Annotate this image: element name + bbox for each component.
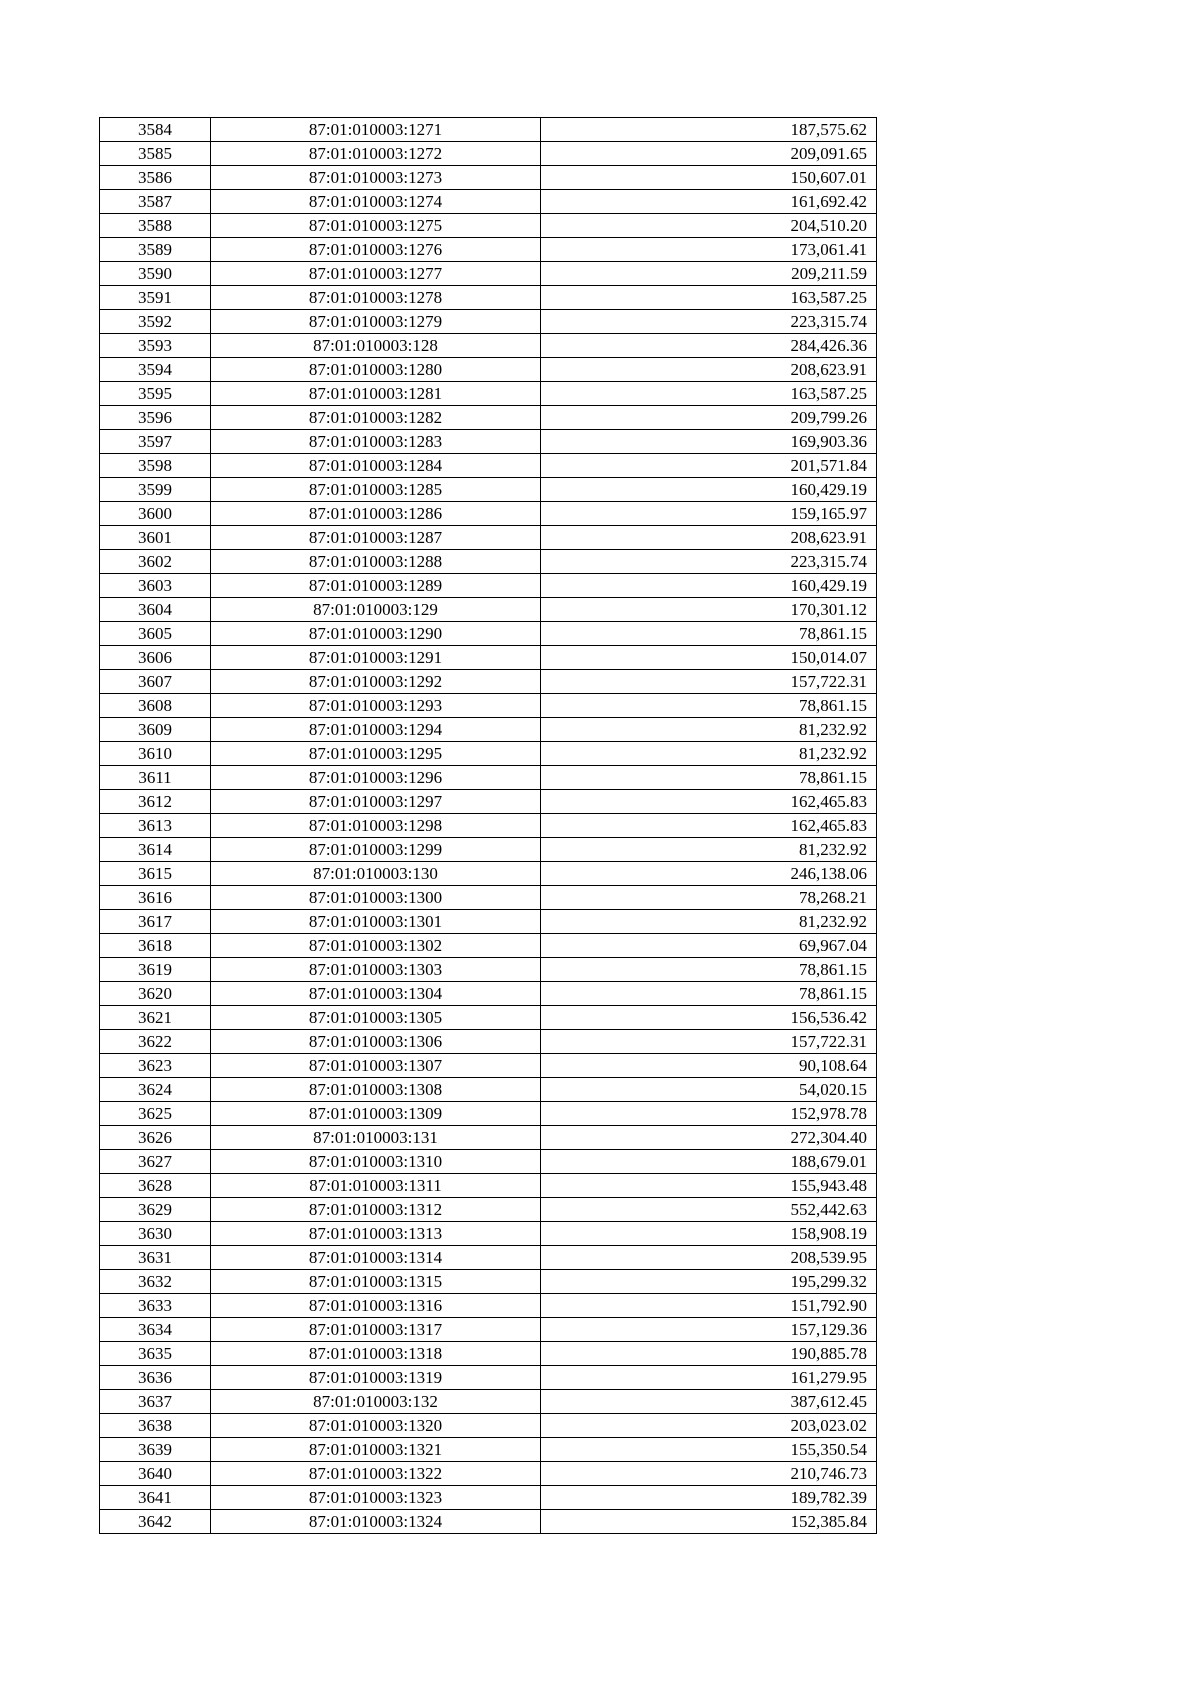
value-cell: 157,129.36 — [541, 1318, 877, 1342]
cadastral-number-cell: 87:01:010003:1286 — [211, 502, 541, 526]
cadastral-number-cell: 87:01:010003:1316 — [211, 1294, 541, 1318]
cadastral-number-cell: 87:01:010003:1290 — [211, 622, 541, 646]
row-number-cell: 3611 — [100, 766, 211, 790]
table-row — [100, 430, 877, 454]
table-row — [100, 238, 877, 262]
cadastral-number-cell: 87:01:010003:1289 — [211, 574, 541, 598]
value-cell: 155,943.48 — [541, 1174, 877, 1198]
value-cell: 158,908.19 — [541, 1222, 877, 1246]
value-cell: 189,782.39 — [541, 1486, 877, 1510]
cadastral-number-cell: 87:01:010003:1283 — [211, 430, 541, 454]
row-number-cell: 3634 — [100, 1318, 211, 1342]
row-number-cell: 3607 — [100, 670, 211, 694]
value-cell: 163,587.25 — [541, 382, 877, 406]
row-number-cell: 3625 — [100, 1102, 211, 1126]
table-row — [100, 1198, 877, 1222]
row-number-cell: 3603 — [100, 574, 211, 598]
row-number-cell: 3622 — [100, 1030, 211, 1054]
table-row — [100, 118, 877, 142]
row-number-cell: 3601 — [100, 526, 211, 550]
row-number-cell: 3606 — [100, 646, 211, 670]
value-cell: 160,429.19 — [541, 478, 877, 502]
value-cell: 78,861.15 — [541, 694, 877, 718]
row-number-cell: 3620 — [100, 982, 211, 1006]
row-number-cell: 3637 — [100, 1390, 211, 1414]
table-row — [100, 886, 877, 910]
cadastral-number-cell: 87:01:010003:1282 — [211, 406, 541, 430]
value-cell: 208,539.95 — [541, 1246, 877, 1270]
row-number-cell: 3586 — [100, 166, 211, 190]
row-number-cell: 3639 — [100, 1438, 211, 1462]
cadastral-number-cell: 87:01:010003:1300 — [211, 886, 541, 910]
value-cell: 209,091.65 — [541, 142, 877, 166]
row-number-cell: 3590 — [100, 262, 211, 286]
row-number-cell: 3612 — [100, 790, 211, 814]
cadastral-number-cell: 87:01:010003:1288 — [211, 550, 541, 574]
value-cell: 163,587.25 — [541, 286, 877, 310]
table-row — [100, 1054, 877, 1078]
value-cell: 188,679.01 — [541, 1150, 877, 1174]
value-cell: 223,315.74 — [541, 310, 877, 334]
table-row — [100, 1174, 877, 1198]
table-row — [100, 1462, 877, 1486]
row-number-cell: 3609 — [100, 718, 211, 742]
table-row — [100, 478, 877, 502]
row-number-cell: 3593 — [100, 334, 211, 358]
table-row — [100, 358, 877, 382]
row-number-cell: 3604 — [100, 598, 211, 622]
value-cell: 78,861.15 — [541, 958, 877, 982]
table-row — [100, 574, 877, 598]
table-row — [100, 142, 877, 166]
value-cell: 152,978.78 — [541, 1102, 877, 1126]
table-row — [100, 1222, 877, 1246]
value-cell: 552,442.63 — [541, 1198, 877, 1222]
row-number-cell: 3608 — [100, 694, 211, 718]
cadastral-number-cell: 87:01:010003:1271 — [211, 118, 541, 142]
value-cell: 284,426.36 — [541, 334, 877, 358]
cadastral-number-cell: 87:01:010003:1308 — [211, 1078, 541, 1102]
cadastral-number-cell: 87:01:010003:1321 — [211, 1438, 541, 1462]
value-cell: 150,607.01 — [541, 166, 877, 190]
cadastral-number-cell: 87:01:010003:1280 — [211, 358, 541, 382]
cadastral-number-cell: 87:01:010003:1291 — [211, 646, 541, 670]
cadastral-number-cell: 87:01:010003:1322 — [211, 1462, 541, 1486]
table-row — [100, 1414, 877, 1438]
cadastral-number-cell: 87:01:010003:1294 — [211, 718, 541, 742]
value-cell: 210,746.73 — [541, 1462, 877, 1486]
value-cell: 187,575.62 — [541, 118, 877, 142]
cadastral-number-cell: 87:01:010003:1324 — [211, 1510, 541, 1534]
cadastral-number-cell: 87:01:010003:1307 — [211, 1054, 541, 1078]
row-number-cell: 3619 — [100, 958, 211, 982]
cadastral-number-cell: 87:01:010003:1299 — [211, 838, 541, 862]
value-cell: 162,465.83 — [541, 814, 877, 838]
cadastral-number-cell: 87:01:010003:1304 — [211, 982, 541, 1006]
value-cell: 150,014.07 — [541, 646, 877, 670]
cadastral-number-cell: 87:01:010003:1281 — [211, 382, 541, 406]
row-number-cell: 3615 — [100, 862, 211, 886]
table-row — [100, 190, 877, 214]
value-cell: 81,232.92 — [541, 718, 877, 742]
row-number-cell: 3597 — [100, 430, 211, 454]
value-cell: 81,232.92 — [541, 910, 877, 934]
row-number-cell: 3589 — [100, 238, 211, 262]
cadastral-number-cell: 87:01:010003:128 — [211, 334, 541, 358]
cadastral-number-cell: 87:01:010003:1301 — [211, 910, 541, 934]
cadastral-number-cell: 87:01:010003:1313 — [211, 1222, 541, 1246]
row-number-cell: 3610 — [100, 742, 211, 766]
value-cell: 162,465.83 — [541, 790, 877, 814]
value-cell: 387,612.45 — [541, 1390, 877, 1414]
row-number-cell: 3614 — [100, 838, 211, 862]
table-row — [100, 502, 877, 526]
row-number-cell: 3624 — [100, 1078, 211, 1102]
cadastral-number-cell: 87:01:010003:1297 — [211, 790, 541, 814]
row-number-cell: 3598 — [100, 454, 211, 478]
row-number-cell: 3587 — [100, 190, 211, 214]
cadastral-number-cell: 87:01:010003:1296 — [211, 766, 541, 790]
row-number-cell: 3617 — [100, 910, 211, 934]
table-row — [100, 670, 877, 694]
row-number-cell: 3636 — [100, 1366, 211, 1390]
table-row — [100, 694, 877, 718]
row-number-cell: 3594 — [100, 358, 211, 382]
row-number-cell: 3616 — [100, 886, 211, 910]
table-row — [100, 790, 877, 814]
table-row — [100, 982, 877, 1006]
table-row — [100, 1078, 877, 1102]
cadastral-number-cell: 87:01:010003:1311 — [211, 1174, 541, 1198]
table-row — [100, 526, 877, 550]
table-row — [100, 334, 877, 358]
table-row — [100, 1006, 877, 1030]
table-row — [100, 1294, 877, 1318]
table-row — [100, 1510, 877, 1534]
cadastral-number-cell: 87:01:010003:1298 — [211, 814, 541, 838]
row-number-cell: 3599 — [100, 478, 211, 502]
cadastral-number-cell: 87:01:010003:1305 — [211, 1006, 541, 1030]
table-row — [100, 454, 877, 478]
table-row — [100, 766, 877, 790]
value-cell: 152,385.84 — [541, 1510, 877, 1534]
table-row — [100, 718, 877, 742]
row-number-cell: 3626 — [100, 1126, 211, 1150]
value-cell: 170,301.12 — [541, 598, 877, 622]
table-row — [100, 862, 877, 886]
value-cell: 157,722.31 — [541, 1030, 877, 1054]
value-cell: 223,315.74 — [541, 550, 877, 574]
row-number-cell: 3588 — [100, 214, 211, 238]
row-number-cell: 3635 — [100, 1342, 211, 1366]
table-row — [100, 958, 877, 982]
table-row — [100, 598, 877, 622]
table-row — [100, 166, 877, 190]
cadastral-number-cell: 87:01:010003:1285 — [211, 478, 541, 502]
value-cell: 78,861.15 — [541, 982, 877, 1006]
row-number-cell: 3591 — [100, 286, 211, 310]
value-cell: 209,799.26 — [541, 406, 877, 430]
table-row — [100, 742, 877, 766]
table-row — [100, 1270, 877, 1294]
cadastral-number-cell: 87:01:010003:1310 — [211, 1150, 541, 1174]
cadastral-number-cell: 87:01:010003:132 — [211, 1390, 541, 1414]
value-cell: 159,165.97 — [541, 502, 877, 526]
table-row — [100, 1150, 877, 1174]
cadastral-number-cell: 87:01:010003:1302 — [211, 934, 541, 958]
value-cell: 157,722.31 — [541, 670, 877, 694]
value-cell: 161,692.42 — [541, 190, 877, 214]
cadastral-number-cell: 87:01:010003:1287 — [211, 526, 541, 550]
cadastral-number-cell: 87:01:010003:1303 — [211, 958, 541, 982]
row-number-cell: 3633 — [100, 1294, 211, 1318]
cadastral-number-cell: 87:01:010003:1320 — [211, 1414, 541, 1438]
value-cell: 81,232.92 — [541, 742, 877, 766]
table-row — [100, 1126, 877, 1150]
table-row — [100, 1486, 877, 1510]
table-row — [100, 262, 877, 286]
cadastral-number-cell: 87:01:010003:1323 — [211, 1486, 541, 1510]
row-number-cell: 3605 — [100, 622, 211, 646]
table-row — [100, 934, 877, 958]
value-cell: 208,623.91 — [541, 526, 877, 550]
cadastral-number-cell: 87:01:010003:1309 — [211, 1102, 541, 1126]
cadastral-number-cell: 87:01:010003:1295 — [211, 742, 541, 766]
cadastral-number-cell: 87:01:010003:1319 — [211, 1366, 541, 1390]
row-number-cell: 3638 — [100, 1414, 211, 1438]
value-cell: 272,304.40 — [541, 1126, 877, 1150]
table-row — [100, 310, 877, 334]
value-cell: 195,299.32 — [541, 1270, 877, 1294]
row-number-cell: 3618 — [100, 934, 211, 958]
table-row — [100, 814, 877, 838]
value-cell: 201,571.84 — [541, 454, 877, 478]
value-cell: 78,268.21 — [541, 886, 877, 910]
table-row — [100, 214, 877, 238]
table-row — [100, 910, 877, 934]
table-row — [100, 286, 877, 310]
table-row — [100, 1246, 877, 1270]
table-row — [100, 406, 877, 430]
table-row — [100, 646, 877, 670]
row-number-cell: 3592 — [100, 310, 211, 334]
value-cell: 156,536.42 — [541, 1006, 877, 1030]
table-row — [100, 382, 877, 406]
cadastral-number-cell: 87:01:010003:1279 — [211, 310, 541, 334]
row-number-cell: 3621 — [100, 1006, 211, 1030]
table-row — [100, 1030, 877, 1054]
row-number-cell: 3628 — [100, 1174, 211, 1198]
value-cell: 54,020.15 — [541, 1078, 877, 1102]
cadastral-number-cell: 87:01:010003:131 — [211, 1126, 541, 1150]
cadastral-number-cell: 87:01:010003:1276 — [211, 238, 541, 262]
table-row — [100, 622, 877, 646]
row-number-cell: 3642 — [100, 1510, 211, 1534]
value-cell: 173,061.41 — [541, 238, 877, 262]
row-number-cell: 3596 — [100, 406, 211, 430]
row-number-cell: 3602 — [100, 550, 211, 574]
table-row — [100, 1438, 877, 1462]
cadastral-number-cell: 87:01:010003:1272 — [211, 142, 541, 166]
value-cell: 151,792.90 — [541, 1294, 877, 1318]
cadastral-number-cell: 87:01:010003:1275 — [211, 214, 541, 238]
value-cell: 78,861.15 — [541, 622, 877, 646]
value-cell: 155,350.54 — [541, 1438, 877, 1462]
cadastral-value-table — [99, 117, 877, 1534]
value-cell: 69,967.04 — [541, 934, 877, 958]
cadastral-number-cell: 87:01:010003:1292 — [211, 670, 541, 694]
table-row — [100, 1342, 877, 1366]
value-cell: 161,279.95 — [541, 1366, 877, 1390]
cadastral-number-cell: 87:01:010003:1278 — [211, 286, 541, 310]
table-row — [100, 1102, 877, 1126]
table-row — [100, 838, 877, 862]
cadastral-number-cell: 87:01:010003:1312 — [211, 1198, 541, 1222]
value-cell: 81,232.92 — [541, 838, 877, 862]
row-number-cell: 3640 — [100, 1462, 211, 1486]
value-cell: 90,108.64 — [541, 1054, 877, 1078]
value-cell: 78,861.15 — [541, 766, 877, 790]
value-cell: 209,211.59 — [541, 262, 877, 286]
row-number-cell: 3627 — [100, 1150, 211, 1174]
row-number-cell: 3632 — [100, 1270, 211, 1294]
row-number-cell: 3641 — [100, 1486, 211, 1510]
cadastral-number-cell: 87:01:010003:1315 — [211, 1270, 541, 1294]
cadastral-number-cell: 87:01:010003:1314 — [211, 1246, 541, 1270]
value-cell: 246,138.06 — [541, 862, 877, 886]
row-number-cell: 3595 — [100, 382, 211, 406]
cadastral-number-cell: 87:01:010003:1277 — [211, 262, 541, 286]
cadastral-number-cell: 87:01:010003:1284 — [211, 454, 541, 478]
table-body — [100, 118, 877, 1534]
cadastral-number-cell: 87:01:010003:1317 — [211, 1318, 541, 1342]
value-cell: 190,885.78 — [541, 1342, 877, 1366]
row-number-cell: 3629 — [100, 1198, 211, 1222]
row-number-cell: 3613 — [100, 814, 211, 838]
value-cell: 169,903.36 — [541, 430, 877, 454]
row-number-cell: 3623 — [100, 1054, 211, 1078]
cadastral-number-cell: 87:01:010003:1274 — [211, 190, 541, 214]
row-number-cell: 3600 — [100, 502, 211, 526]
table-row — [100, 1366, 877, 1390]
cadastral-number-cell: 87:01:010003:1306 — [211, 1030, 541, 1054]
row-number-cell: 3630 — [100, 1222, 211, 1246]
row-number-cell: 3631 — [100, 1246, 211, 1270]
value-cell: 160,429.19 — [541, 574, 877, 598]
value-cell: 208,623.91 — [541, 358, 877, 382]
cadastral-number-cell: 87:01:010003:130 — [211, 862, 541, 886]
cadastral-number-cell: 87:01:010003:1318 — [211, 1342, 541, 1366]
value-cell: 204,510.20 — [541, 214, 877, 238]
value-cell: 203,023.02 — [541, 1414, 877, 1438]
cadastral-number-cell: 87:01:010003:129 — [211, 598, 541, 622]
cadastral-number-cell: 87:01:010003:1293 — [211, 694, 541, 718]
row-number-cell: 3585 — [100, 142, 211, 166]
table-row — [100, 1318, 877, 1342]
row-number-cell: 3584 — [100, 118, 211, 142]
table-row — [100, 1390, 877, 1414]
table-row — [100, 550, 877, 574]
cadastral-number-cell: 87:01:010003:1273 — [211, 166, 541, 190]
